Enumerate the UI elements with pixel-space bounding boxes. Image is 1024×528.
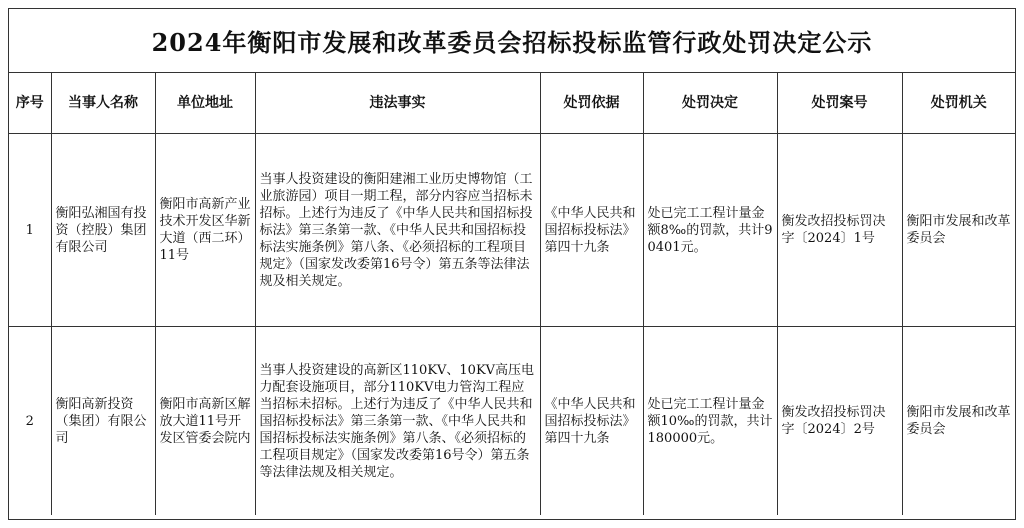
cell-penalty-decision: 处已完工工程计量金额8‰的罚款，共计90401元。 bbox=[643, 134, 777, 327]
table-row bbox=[9, 327, 1015, 516]
cell-party-name: 衡阳高新投资（集团）有限公司 bbox=[51, 327, 155, 516]
cell-serial-number: 2 bbox=[9, 327, 51, 516]
header-serial-number: 序号 bbox=[9, 73, 51, 134]
header-unit-address: 单位地址 bbox=[155, 73, 255, 134]
header-violation-facts: 违法事实 bbox=[255, 73, 540, 134]
cell-serial-number: 1 bbox=[9, 134, 51, 327]
cell-penalty-authority: 衡阳市发展和改革委员会 bbox=[902, 134, 1015, 327]
cell-violation-facts: 当事人投资建设的高新区110KV、10KV高压电力配套设施项目，部分110KV电力管沟工程应当招标未招标。上述行为违反了《中华人民共和国招标投标法》第三条第一款、《中华人民共和国招标投标法实施条例》第八条、《必须招标的工程项目规定》（国家发改委第16号令）第五条等法律法规及相关规定。 bbox=[255, 327, 540, 516]
header-case-number: 处罚案号 bbox=[777, 73, 902, 134]
header-penalty-authority: 处罚机关 bbox=[902, 73, 1015, 134]
cell-penalty-decision: 处已完工工程计量金额10‰的罚款，共计180000元。 bbox=[643, 327, 777, 516]
table-row bbox=[9, 134, 1015, 327]
cell-penalty-authority: 衡阳市发展和改革委员会 bbox=[902, 327, 1015, 516]
header-penalty-decision: 处罚决定 bbox=[643, 73, 777, 134]
cell-unit-address: 衡阳市高新区解放大道11号开发区管委会院内 bbox=[155, 327, 255, 516]
cell-penalty-basis: 《中华人民共和国招标投标法》第四十九条 bbox=[540, 327, 643, 516]
penalty-notice-sheet bbox=[8, 8, 1016, 520]
table-header-row bbox=[9, 73, 1015, 134]
cell-penalty-basis: 《中华人民共和国招标投标法》第四十九条 bbox=[540, 134, 643, 327]
cell-violation-facts: 当事人投资建设的衡阳建湘工业历史博物馆（工业旅游园）项目一期工程，部分内容应当招标未招标。上述行为违反了《中华人民共和国招标投标法》第三条第一款、《中华人民共和国招标投标法实施条例》第八条、《必须招标的工程项目规定》（国家发改委第16号令）第五条等法律法规及相关规定。 bbox=[255, 134, 540, 327]
cell-unit-address: 衡阳市高新产业技术开发区华新大道（西二环）11号 bbox=[155, 134, 255, 327]
penalty-table bbox=[9, 73, 1015, 515]
header-party-name: 当事人名称 bbox=[51, 73, 155, 134]
cell-case-number: 衡发改招投标罚决字〔2024〕1号 bbox=[777, 134, 902, 327]
page-title: 2024年衡阳市发展和改革委员会招标投标监管行政处罚决定公示 bbox=[9, 9, 1015, 73]
cell-party-name: 衡阳弘湘国有投资（控股）集团有限公司 bbox=[51, 134, 155, 327]
header-penalty-basis: 处罚依据 bbox=[540, 73, 643, 134]
cell-case-number: 衡发改招投标罚决字〔2024〕2号 bbox=[777, 327, 902, 516]
